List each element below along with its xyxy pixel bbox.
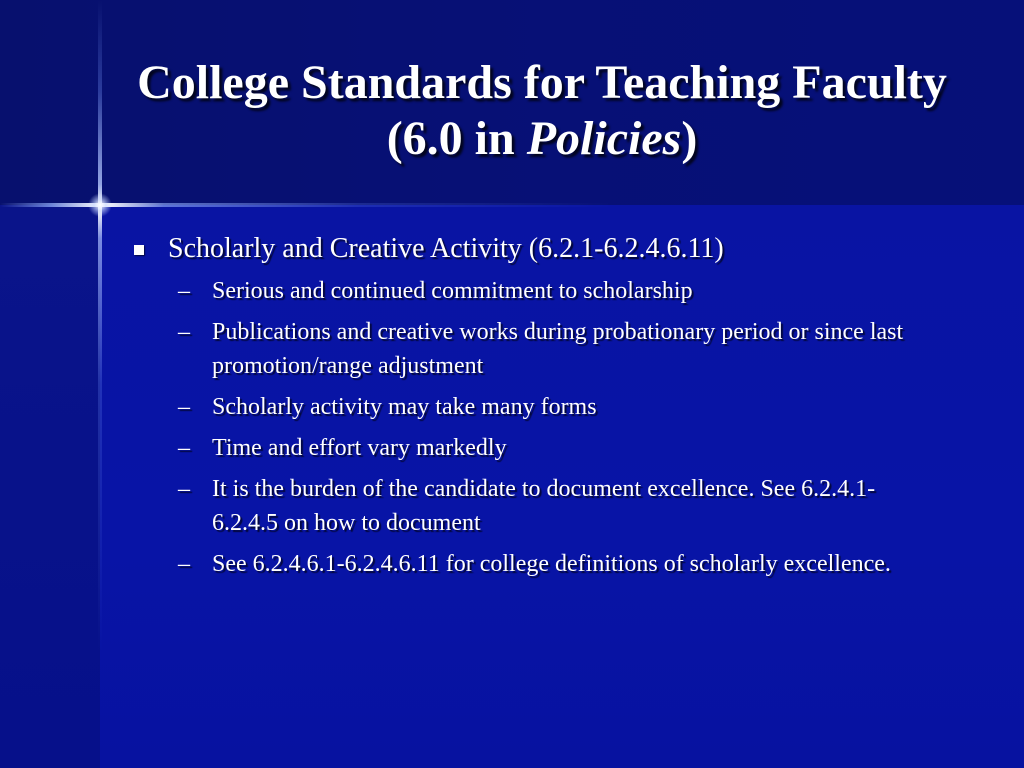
slide-body [130, 230, 970, 588]
sub-bullet-item [130, 390, 970, 424]
left-band [0, 205, 100, 768]
dash-bullet-icon: – [178, 435, 190, 461]
main-bullet-text: Scholarly and Creative Activity (6.2.1-6.2.4.6.11) [168, 233, 724, 264]
slide-title [100, 55, 984, 167]
light-flare-horizontal [0, 203, 1024, 207]
sub-bullet-text: Serious and continued commitment to scholarship [212, 278, 693, 304]
sub-bullet-item [130, 315, 970, 383]
sub-bullet-item [130, 472, 970, 540]
sub-bullet-text: Publications and creative works during probationary period or since last promotion/range adjustment [212, 319, 904, 379]
sub-bullet-text: See 6.2.4.6.1-6.2.4.6.11 for college definitions of scholarly excellence. [212, 551, 891, 577]
sub-bullet-text: It is the burden of the candidate to document excellence. See 6.2.4.1-6.2.4.5 on how to document [212, 476, 876, 536]
title-main-text: College Standards for Teaching Faculty (6.0 in [137, 56, 947, 165]
sub-bullet-item [130, 431, 970, 465]
dash-bullet-icon: – [178, 278, 190, 304]
sub-bullet-text: Scholarly activity may take many forms [212, 394, 597, 420]
title-end-text: ) [681, 112, 698, 165]
sub-bullet-list [130, 274, 970, 581]
dash-bullet-icon: – [178, 394, 190, 420]
sub-bullet-item [130, 547, 970, 581]
main-bullet [130, 230, 970, 268]
sub-bullet-item [130, 274, 970, 308]
dash-bullet-icon: – [178, 319, 190, 345]
dash-bullet-icon: – [178, 476, 190, 502]
dash-bullet-icon: – [178, 551, 190, 577]
title-italic-text: Policies [526, 112, 682, 165]
light-flare-star-icon [88, 193, 112, 217]
square-bullet-icon [134, 245, 144, 255]
sub-bullet-text: Time and effort vary markedly [212, 435, 507, 461]
